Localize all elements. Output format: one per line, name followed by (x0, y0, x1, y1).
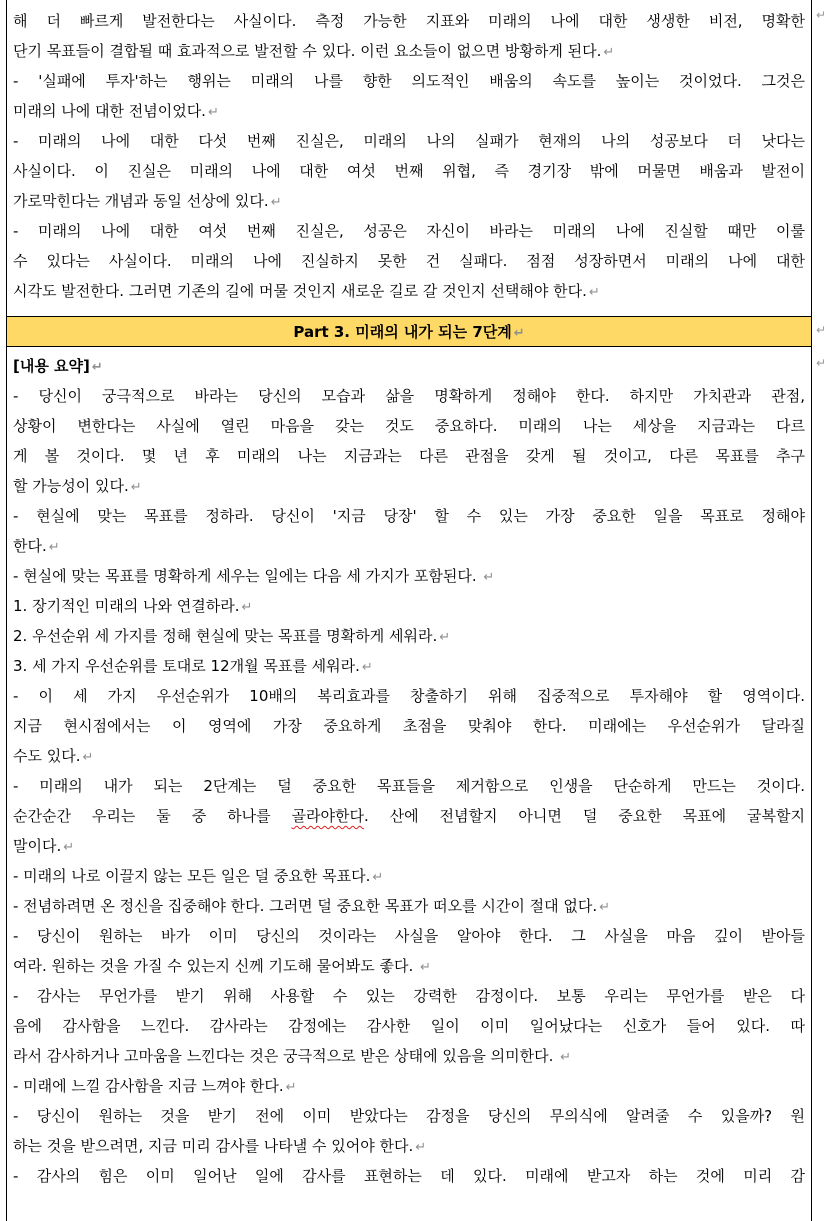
text-line (13, 1011, 805, 1041)
part-header (6, 317, 812, 347)
text-run: 말이다. (13, 837, 62, 855)
paragraph-mark: ↵ (483, 570, 495, 585)
text-line (13, 246, 805, 276)
text-run: 3. 세 가지 우선순위를 토대로 12개월 목표를 세워라. (13, 657, 360, 675)
summary-cell-bottom (6, 347, 812, 1221)
paragraph-mark: ↵ (241, 600, 253, 615)
text-run: 해 더 빠르게 발전한다는 사실이다. 측정 가능한 지표와 미래의 나에 대한 생생한 비전, 명확한 (13, 12, 805, 30)
text-run: - 현실에 맞는 목표를 명확하게 세우는 일에는 다음 세 가지가 포함된다. (13, 567, 482, 585)
text-line (13, 216, 805, 246)
text-run: 단기 목표들이 결합될 때 효과적으로 발전할 수 있다. 이런 요소들이 없으면 방황하게 된다. (13, 42, 602, 60)
text-line (13, 861, 805, 891)
text-run: 하는 것을 받으려면, 지금 미리 감사를 나타낼 수 있어야 한다. (13, 1137, 414, 1155)
text-run: 수 있다는 사실이다. 미래의 나에 진실하지 못한 건 실패다. 점점 성장하면서 미래의 나에 대한 (13, 252, 805, 270)
paragraph-mark: ↵ (560, 1050, 572, 1065)
paragraph-mark: ↵ (513, 326, 525, 341)
text-line (13, 891, 805, 921)
text-run: 한다. (13, 537, 47, 555)
text-line (13, 441, 805, 471)
text-line (13, 831, 805, 861)
text-run: - 당신이 원하는 바가 이미 당신의 것이라는 사실을 알아야 한다. 그 사실을 마음 깊이 받아들 (13, 927, 805, 945)
paragraph-mark: ↵ (439, 630, 451, 645)
text-run: [내용 요약] (13, 357, 90, 375)
text-line (13, 1071, 805, 1101)
row-end-mark: ↵ (815, 8, 826, 22)
text-run: 사실이다. 이 진실은 미래의 나에 대한 여섯 번째 위협, 즉 경기장 밖에 머물면 배움과 발전이 (13, 162, 805, 180)
text-line (13, 1131, 805, 1161)
text-run: - 감사는 무언가를 받기 위해 사용할 수 있는 강력한 감정이다. 보통 우리는 무언가를 받은 다 (13, 987, 805, 1005)
paragraph-mark: ↵ (82, 750, 94, 765)
text-run: - 미래의 나로 이끌지 않는 모든 일은 덜 중요한 목표다. (13, 867, 371, 885)
text-line (13, 6, 805, 36)
text-line (13, 771, 805, 801)
text-line (13, 126, 805, 156)
paragraph-mark: ↵ (63, 840, 75, 855)
text-line (13, 621, 805, 651)
text-run: 게 볼 것이다. 몇 년 후 미래의 나는 지금과는 다른 관점을 갖게 될 것이고, 다른 목표를 추구 (13, 447, 805, 465)
text-line (13, 1041, 805, 1071)
text-line (13, 981, 805, 1011)
text-line (13, 66, 805, 96)
text-run: - 미래의 내가 되는 2단계는 덜 중요한 목표들을 제거함으로 인생을 단순하게 만드는 것이다. (13, 777, 805, 795)
text-line (13, 711, 805, 741)
text-run: 라서 감사하거나 고마움을 느낀다는 것은 궁극적으로 받은 상태에 있음을 의미한다. (13, 1047, 559, 1065)
paragraph-mark: ↵ (603, 45, 615, 60)
text-line (13, 921, 805, 951)
text-line (13, 651, 805, 681)
text-line (13, 681, 805, 711)
text-line (13, 591, 805, 621)
text-line (13, 276, 805, 306)
text-line (13, 561, 805, 591)
text-run: 상황이 변한다는 사실에 열린 마음을 갖는 것도 중요하다. 미래의 나는 세상을 지금과는 다르 (13, 417, 805, 435)
text-line (13, 186, 805, 216)
paragraph-mark: ↵ (372, 870, 384, 885)
text-line (13, 36, 805, 66)
text-line (13, 1101, 805, 1131)
text-line (13, 1161, 805, 1191)
text-run: - 당신이 궁극적으로 바라는 당신의 모습과 삶을 명확하게 정해야 한다. 하지만 가치관과 관점, (13, 387, 805, 405)
text-run: 할 가능성이 있다. (13, 477, 129, 495)
spelling-error-word[interactable]: 골라야한다 (291, 807, 364, 825)
paragraph-mark: ↵ (130, 480, 142, 495)
text-line (13, 156, 805, 186)
paragraph-mark: ↵ (419, 960, 431, 975)
text-run: 미래의 나에 대한 전념이었다. (13, 102, 206, 120)
text-run: - 미래에 느낄 감사함을 지금 느껴야 한다. (13, 1077, 284, 1095)
text-line (13, 741, 805, 771)
part-title: Part 3. 미래의 내가 되는 7단계 (293, 323, 512, 341)
text-line (13, 801, 805, 831)
text-run: 여라. 원하는 것을 가질 수 있는지 신께 기도해 물어봐도 좋다. (13, 957, 418, 975)
text-run: - 현실에 맞는 목표를 정하라. 당신이 '지금 당장' 할 수 있는 가장 중요한 일을 목표로 정해야 (13, 507, 805, 525)
text-line (13, 351, 805, 381)
text-run: 수도 있다. (13, 747, 81, 765)
text-line (13, 951, 805, 981)
text-run: - 이 세 가지 우선순위가 10배의 복리효과를 창출하기 위해 집중적으로 투자해야 할 영역이다. (13, 687, 805, 705)
paragraph-mark: ↵ (361, 660, 373, 675)
paragraph-mark: ↵ (588, 285, 600, 300)
text-run: - '실패에 투자'하는 행위는 미래의 나를 향한 의도적인 배움의 속도를 높이는 것이었다. 그것은 (13, 72, 805, 90)
paragraph-mark: ↵ (91, 360, 103, 375)
summary-cell-top (6, 0, 812, 317)
text-run: 음에 감사함을 느낀다. 감사라는 감정에는 감사한 일이 이미 일어났다는 신호가 들어 있다. 따 (13, 1017, 805, 1035)
paragraph-mark: ↵ (207, 105, 219, 120)
paragraph-mark: ↵ (270, 195, 282, 210)
text-run: 가로막힌다는 개념과 동일 선상에 있다. (13, 192, 269, 210)
text-run: . 산에 전념할지 아니면 덜 중요한 목표에 굴복할지 (363, 807, 805, 825)
text-line (13, 471, 805, 501)
paragraph-mark: ↵ (285, 1080, 297, 1095)
text-run: 1. 장기적인 미래의 나와 연결하라. (13, 597, 240, 615)
row-end-mark: ↵ (815, 356, 826, 370)
text-line (13, 501, 805, 531)
text-run: - 당신이 원하는 것을 받기 전에 이미 받았다는 감정을 당신의 무의식에 알려줄 수 있을까? 원 (13, 1107, 805, 1125)
text-run: - 감사의 힘은 이미 일어난 일에 감사를 표현하는 데 있다. 미래에 받고자 하는 것에 미리 감 (13, 1167, 805, 1185)
text-run: 지금 현시점에서는 이 영역에 가장 중요하게 초점을 맞춰야 한다. 미래에는 우선순위가 달라질 (13, 717, 805, 735)
text-line (13, 531, 805, 561)
text-line (13, 96, 805, 126)
paragraph-mark: ↵ (599, 900, 610, 915)
text-line (13, 381, 805, 411)
paragraph-mark: ↵ (48, 540, 60, 555)
text-run: - 미래의 나에 대한 여섯 번째 진실은, 성공은 자신이 바라는 미래의 나에 진실할 때만 이룰 (13, 222, 805, 240)
text-run: 시각도 발전한다. 그러면 기존의 길에 머물 것인지 새로운 길로 갈 것인지 선택해야 한다. (13, 282, 587, 300)
text-run: - 미래의 나에 대한 다섯 번째 진실은, 미래의 나의 실패가 현재의 나의 성공보다 더 낫다는 (13, 132, 805, 150)
paragraph-mark: ↵ (415, 1140, 427, 1155)
text-run: - 전념하려면 온 정신을 집중해야 한다. 그러면 덜 중요한 목표가 떠오를 시간이 절대 없다. (13, 897, 598, 915)
text-run: 2. 우선순위 세 가지를 정해 현실에 맞는 목표를 명확하게 세워라. (13, 627, 438, 645)
row-end-mark: ↵ (815, 323, 826, 337)
text-line (13, 411, 805, 441)
text-run: 순간순간 우리는 둘 중 하나를 (13, 807, 292, 825)
